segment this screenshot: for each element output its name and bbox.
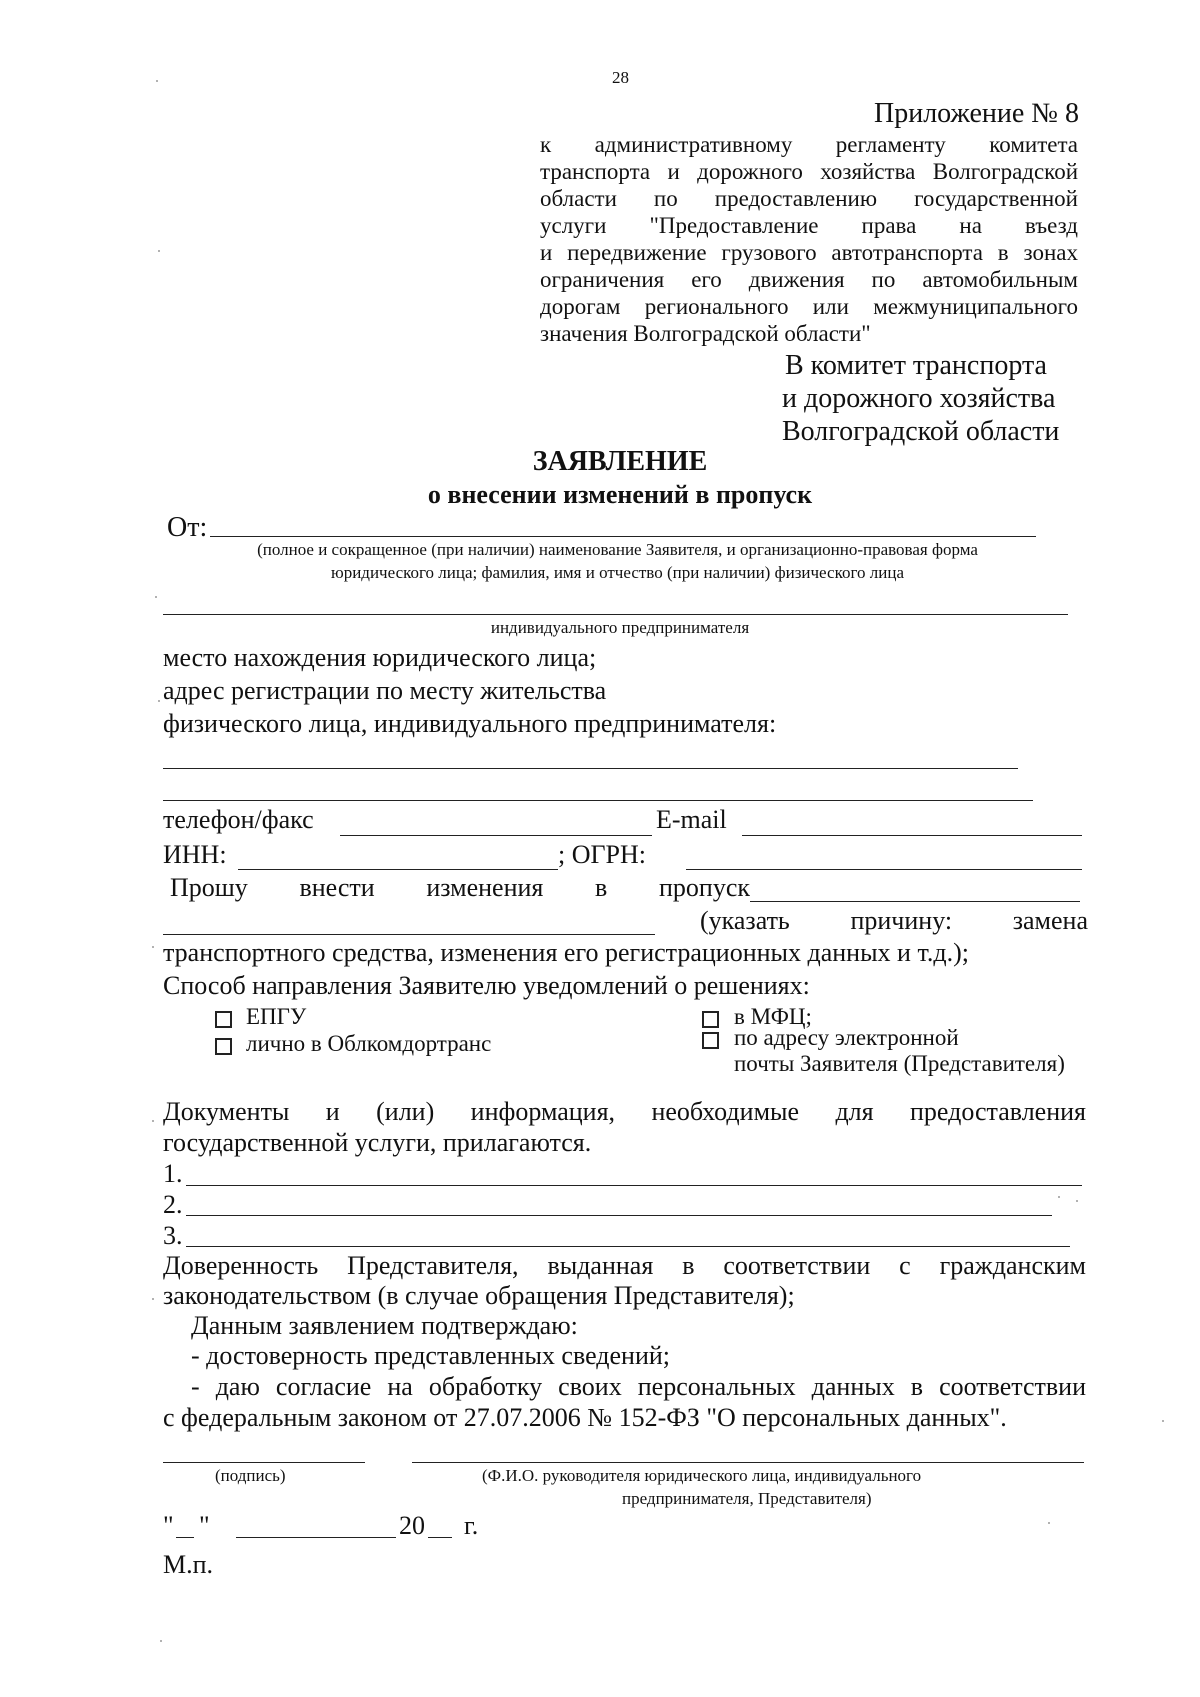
signature-caption: (подпись) <box>215 1466 286 1485</box>
stamp-label: М.п. <box>163 1550 214 1579</box>
addressee-line: и дорожного хозяйства <box>782 383 1056 414</box>
email-checkbox[interactable] <box>702 1032 719 1049</box>
notify-title: Способ направления Заявителю уведомлений о решениях: <box>163 971 810 1000</box>
scan-speck <box>156 80 158 82</box>
scan-speck <box>158 700 160 702</box>
email-label: E-mail <box>656 805 727 834</box>
document-subtitle: о внесении изменений в пропуск <box>427 480 813 509</box>
power-line: Доверенность Представителя, выданная в соответствии с гражданским <box>163 1251 1086 1280</box>
appendix-line: услуги "Предоставление права на въезд <box>540 213 1078 238</box>
appendix-line: области по предоставлению государственной <box>540 186 1078 211</box>
addressee-line: Волгоградской области <box>782 416 1060 447</box>
ogrn-label: ; ОГРН: <box>558 840 646 869</box>
scan-speck <box>152 1120 154 1122</box>
document-title: ЗАЯВЛЕНИЕ <box>532 446 708 477</box>
date-suffix: г. <box>464 1511 479 1540</box>
doc-item-number: 3. <box>163 1221 183 1250</box>
fio-caption: предпринимателя, Представителя) <box>622 1489 872 1508</box>
address-label: физического лица, индивидуального предпринимателя: <box>163 709 777 738</box>
signature-field[interactable] <box>163 1462 365 1463</box>
docs-line: Документы и (или) информация, необходимые для предоставления <box>163 1097 1086 1126</box>
scan-speck <box>160 1640 162 1642</box>
reason-hint: (указать причину: замена <box>700 906 1088 935</box>
doc-item-number: 1. <box>163 1159 183 1188</box>
address-underline[interactable] <box>163 800 1033 801</box>
confirm-item: с федеральным законом от 27.07.2006 № 152-ФЗ "О персональных данных". <box>163 1403 1007 1432</box>
scan-speck <box>158 250 160 252</box>
confirm-title: Данным заявлением подтверждаю: <box>191 1311 578 1340</box>
addressee-line: В комитет транспорта <box>785 350 1047 381</box>
pass-number-field[interactable] <box>750 901 1080 902</box>
confirm-item: - даю согласие на обработку своих персональных данных в соответствии <box>191 1372 1086 1401</box>
email-label-1: по адресу электронной <box>734 1025 959 1050</box>
date-day-field[interactable] <box>176 1537 194 1538</box>
doc-item-field[interactable] <box>186 1246 1070 1247</box>
fio-field[interactable] <box>412 1462 1084 1463</box>
date-quote-close: " <box>199 1511 210 1540</box>
fio-caption: (Ф.И.О. руководителя юридического лица, индивидуального <box>482 1466 922 1485</box>
personal-checkbox[interactable] <box>215 1038 232 1055</box>
scan-speck <box>1048 1522 1050 1524</box>
doc-item-field[interactable] <box>186 1215 1052 1216</box>
from-caption: индивидуального предпринимателя <box>490 618 750 637</box>
appendix-line: значения Волгоградской области" <box>540 321 871 346</box>
mfc-checkbox[interactable] <box>702 1011 719 1028</box>
date-year-prefix: 20 <box>399 1511 425 1540</box>
appendix-line: к административному регламенту комитета <box>540 132 1078 157</box>
appendix-title: Приложение № 8 <box>874 98 1079 129</box>
address-label: место нахождения юридического лица; <box>163 643 597 672</box>
scan-speck <box>1162 1420 1164 1422</box>
appendix-line: транспорта и дорожного хозяйства Волгоградской <box>540 159 1078 184</box>
scan-speck <box>1076 1200 1078 1202</box>
address-label: адрес регистрации по месту жительства <box>163 676 607 705</box>
appendix-line: и передвижение грузового автотранспорта в зонах <box>540 240 1078 265</box>
request-line: Прошу внести изменения в пропуск <box>170 873 750 902</box>
doc-item-number: 2. <box>163 1190 183 1219</box>
mfc-label: в МФЦ; <box>734 1004 812 1029</box>
from-caption: юридического лица; фамилия, имя и отчество (при наличии) физического лица <box>331 563 904 582</box>
address-underline[interactable] <box>163 768 1018 769</box>
email-field[interactable] <box>742 835 1082 836</box>
phone-label: телефон/факс <box>163 805 314 834</box>
reason-field[interactable] <box>163 934 655 935</box>
inn-label: ИНН: <box>163 840 227 869</box>
from-caption: (полное и сокращенное (при наличии) наименование Заявителя, и организационно-правовая форма <box>257 540 978 559</box>
scan-speck <box>152 946 154 948</box>
epgu-label: ЕПГУ <box>246 1004 307 1029</box>
epgu-checkbox[interactable] <box>215 1011 232 1028</box>
date-quote-open: " <box>163 1511 174 1540</box>
appendix-line: дорогам регионального или межмуниципального <box>540 294 1078 319</box>
personal-label: лично в Облкомдортранс <box>246 1031 492 1056</box>
date-year-field[interactable] <box>428 1537 452 1538</box>
power-line: законодательством (в случае обращения Представителя); <box>163 1281 795 1310</box>
scan-speck <box>152 1298 154 1300</box>
docs-line: государственной услуги, прилагаются. <box>163 1128 592 1157</box>
page-number: 28 <box>612 68 629 87</box>
confirm-item: - достоверность представленных сведений; <box>191 1341 671 1370</box>
doc-item-field[interactable] <box>186 1185 1082 1186</box>
from-label: От: <box>167 512 208 543</box>
ogrn-field[interactable] <box>686 869 1082 870</box>
scan-speck <box>155 596 157 598</box>
reason-hint-2: транспортного средства, изменения его регистрационных данных и т.д.); <box>163 938 969 967</box>
scan-speck <box>1058 1196 1060 1198</box>
from-underline[interactable] <box>210 536 1036 537</box>
inn-field[interactable] <box>238 869 558 870</box>
appendix-line: ограничения его движения по автомобильным <box>540 267 1078 292</box>
email-label-2: почты Заявителя (Представителя) <box>734 1051 1065 1076</box>
from-underline-2[interactable] <box>163 614 1068 615</box>
phone-field[interactable] <box>340 835 652 836</box>
date-month-field[interactable] <box>236 1537 396 1538</box>
